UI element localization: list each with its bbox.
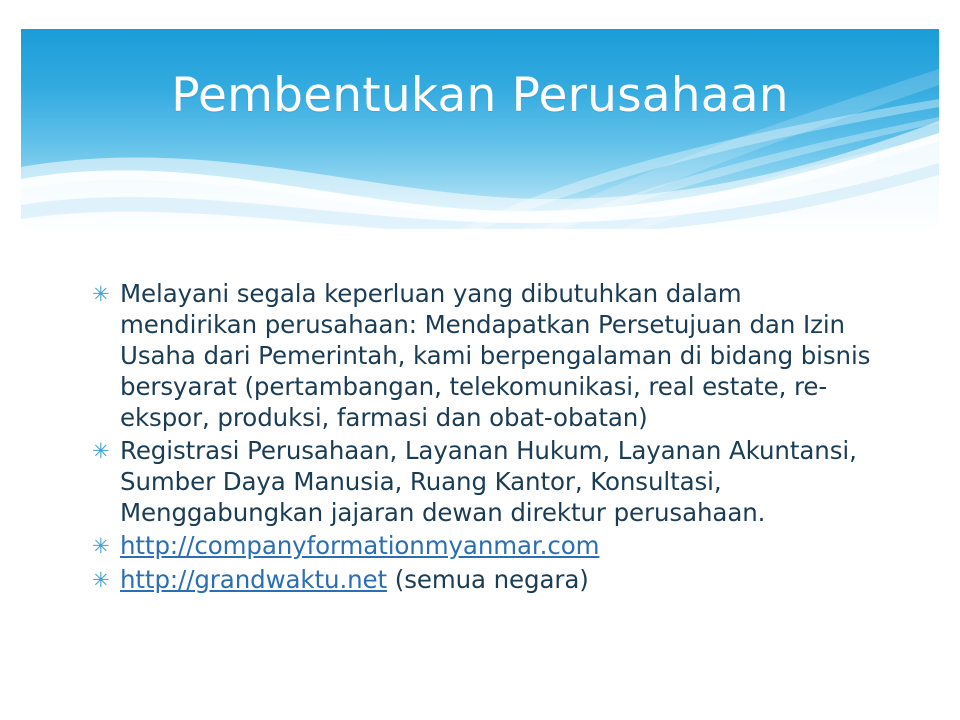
asterisk-bullet-icon: ✳ (92, 568, 110, 592)
banner-wave-decoration (21, 29, 939, 229)
bullet-link-row[interactable] (120, 530, 882, 561)
asterisk-bullet-icon: ✳ (92, 439, 110, 463)
page-title: Pembentukan Perusahaan (171, 68, 789, 123)
hyperlink-tail: (semua negara) (387, 565, 589, 594)
hyperlink-grandwaktu[interactable]: http://grandwaktu.net (120, 565, 388, 594)
bullet-text: Melayani segala keperluan yang dibutuhkan dalam mendirikan perusahaan: Mendapatkan Persetujuan dan Izin Usaha dari Pemerintah, kami berpengalaman di bidang bisnis bersyarat (pertambangan, telekomunikasi, real estate, re-ekspor, produksi, farmasi dan obat-obatan) (120, 279, 871, 432)
bullet-list (92, 278, 882, 598)
list-item (92, 435, 882, 528)
hyperlink-company-formation[interactable]: http://companyformationmyanmar.com (120, 531, 600, 560)
list-item (92, 564, 882, 596)
list-item (92, 530, 882, 562)
asterisk-bullet-icon: ✳ (92, 282, 110, 306)
bullet-link-row[interactable] (120, 564, 882, 595)
bullet-text: Registrasi Perusahaan, Layanan Hukum, Layanan Akuntansi, Sumber Daya Manusia, Ruang Kantor, Konsultasi, Menggabungkan jajaran dewan direktur perusahaan. (120, 436, 857, 527)
asterisk-bullet-icon: ✳ (92, 534, 110, 558)
list-item (92, 278, 882, 433)
title-banner (21, 29, 939, 229)
